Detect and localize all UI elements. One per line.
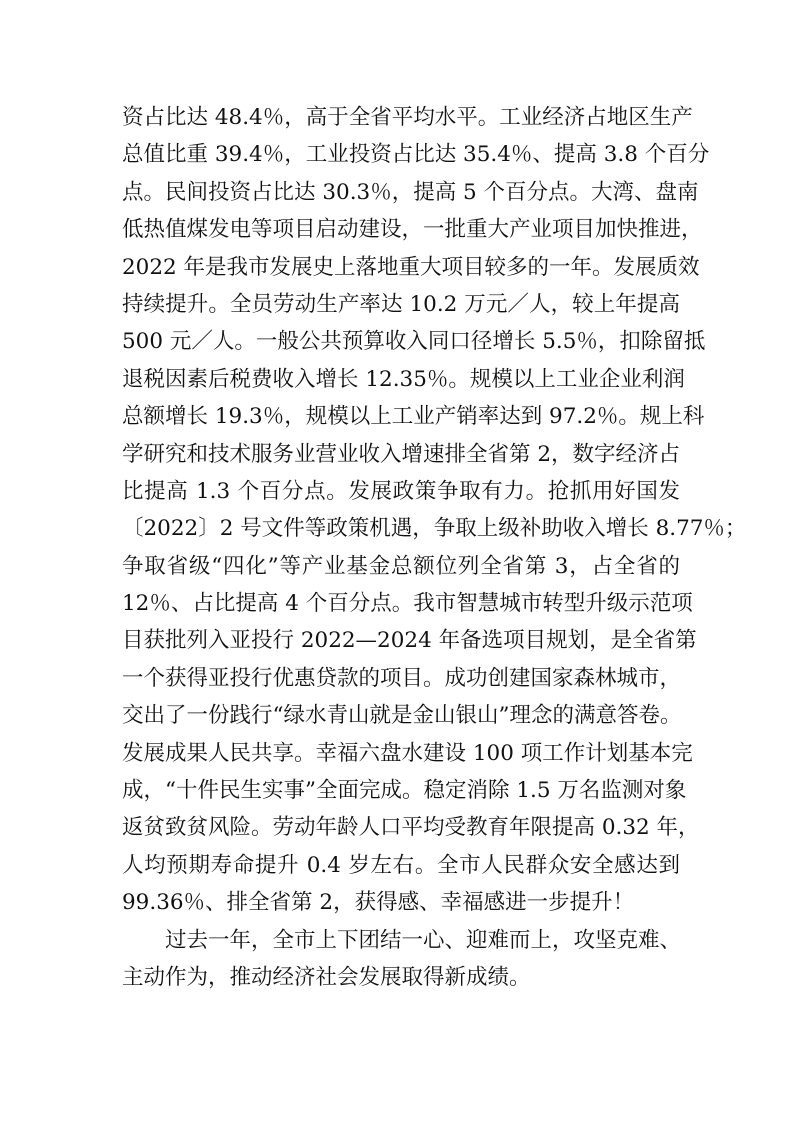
text-line: 一个获得亚投行优惠贷款的项目。成功创建国家森林城市， [122,665,682,691]
text-line: 争取省级“四化”等产业基金总额位列全省第 3，占全省的 [122,553,680,579]
text-line: 持续提升。全员劳动生产率达 10.2 万元／人，较上年提高 [122,291,680,317]
text-line: 发展成果人民共享。幸福六盘水建设 100 项工作计划基本完 [122,740,693,766]
text-line: 低热值煤发电等项目启动建设，一批重大产业项目加快推进， [122,217,703,243]
document-page [122,99,747,996]
text-line: 99.36％、排全省第 2，获得感、幸福感进一步提升！ [122,890,635,916]
text-line: 人均预期寿命提升 0.4 岁左右。全市人民群众安全感达到 [122,852,680,878]
text-line: 主动作为，推动经济社会发展取得新成绩。 [122,964,531,990]
text-line: 成，“十件民生实事”全面完成。稳定消除 1.5 万名监测对象 [122,778,687,804]
text-line: 过去一年，全市上下团结一心、迎难而上，攻坚克难、 [165,927,682,953]
text-line: 学研究和技术服务业营业收入增速排全省第 2，数字经济占 [122,441,681,467]
text-line: 2022 年是我市发展史上落地重大项目较多的一年。发展质效 [122,254,700,280]
text-line: 点。民间投资占比达 30.3％，提高 5 个百分点。大湾、盘南 [122,179,699,205]
paragraph [122,99,747,922]
text-line: 退税因素后税费收入增长 12.35％。规模以上工业企业利润 [122,366,685,392]
text-line: 〔2022〕2 号文件等政策机遇，争取上级补助收入增长 8.77％； [122,516,747,542]
text-line: 500 元／人。一般公共预算收入同口径增长 5.5％，扣除留抵 [122,329,706,355]
text-line: 返贫致贫风险。劳动年龄人口平均受教育年限提高 0.32 年， [122,815,700,841]
text-line: 总额增长 19.3％，规模以上工业产销率达到 97.2％。规上科 [122,404,705,430]
paragraph [122,922,680,997]
text-line: 交出了一份践行“绿水青山就是金山银山”理念的满意答卷。 [122,703,682,729]
text-line: 12％、占比提高 4 个百分点。我市智慧城市转型升级示范项 [122,591,693,617]
text-line: 资占比达 48.4％，高于全省平均水平。工业经济占地区生产 [122,105,693,130]
text-line: 总值比重 39.4％，工业投资占比达 35.4％、提高 3.8 个百分 [122,142,710,168]
text-line: 目获批列入亚投行 2022—2024 年备选项目规划，是全省第 [122,628,697,654]
text-line: 比提高 1.3 个百分点。发展政策争取有力。抢抓用好国发 [122,478,680,504]
